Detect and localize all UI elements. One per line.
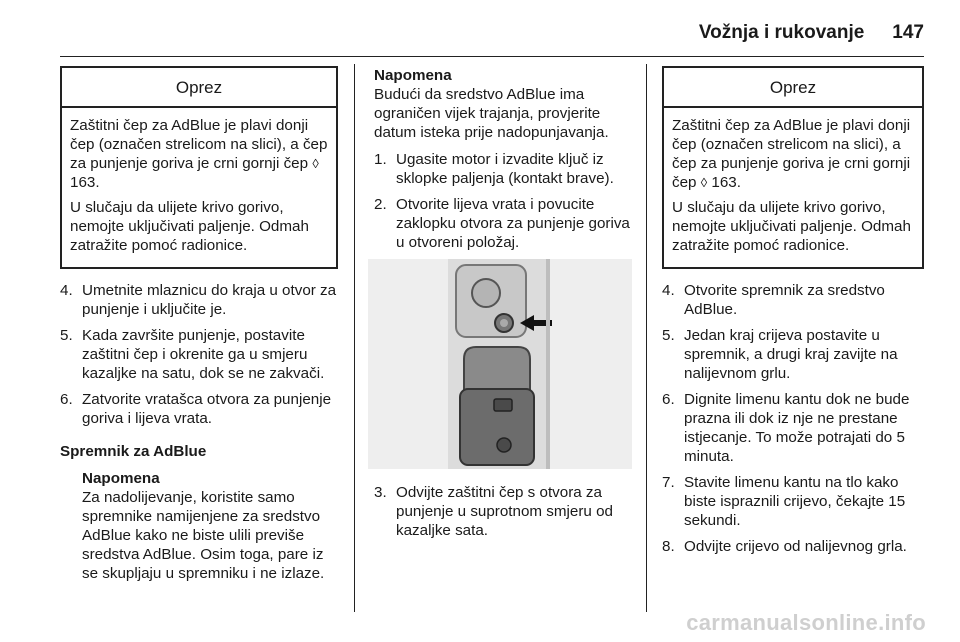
caution-title: Oprez	[664, 68, 922, 108]
note-text: Budući da sredstvo AdBlue ima ograničen vijek trajanja, provjerite datum isteka prije nadopunjavanja.	[374, 86, 609, 141]
caution-paragraph: Zaštitni čep za AdBlue je plavi donji čep (označen strelicom na slici), a čep za punjenje goriva je crni gornji čep ◊ 163.	[672, 117, 911, 191]
step-item: 5. Kada završite punjenje, postavite zaštitni čep i okrenite ga u smjeru kazaljke na satu, dok se ne zakvači.	[60, 327, 325, 382]
note-block	[60, 469, 338, 583]
page-reference-link[interactable]: 163.	[711, 174, 741, 191]
step-item: 1. Ugasite motor i izvadite ključ iz sklopke paljenja (kontakt brave).	[374, 151, 614, 187]
note-text: Za nadolijevanje, koristite samo spremnike namijenjene za sredstvo AdBlue kako ne biste ulili previše sredstva AdBlue. Osim toga, pare iz se skupljaju u spremniku i ne izlaze.	[82, 489, 325, 582]
step-item: 6. Zatvorite vratašca otvora za punjenje goriva i lijeva vrata.	[60, 391, 332, 427]
fuel-pump-icon	[494, 399, 512, 411]
steps-list	[60, 281, 338, 428]
caution-paragraph: Zaštitni čep za AdBlue je plavi donji čep (označen strelicom na slici), a čep za punjenje goriva je crni gornji čep ◊ 163.	[70, 117, 328, 191]
page-header	[699, 22, 924, 44]
note-title: Napomena	[374, 67, 452, 84]
step-item: 4. Umetnite mlaznicu do kraja u otvor za punjenje i uključite je.	[60, 282, 337, 318]
page-number: 147	[892, 22, 924, 43]
page-reference-icon: ◊	[700, 175, 708, 190]
caution-paragraph: U slučaju da ulijete krivo gorivo, nemojte uključivati paljenje. Odmah zatražite pomoć radionice.	[70, 199, 309, 254]
caution-body	[62, 108, 336, 267]
step-item: 5. Jedan kraj crijeva postavite u spremnik, a drugi kraj zavijte na nalijevnom grlu.	[662, 327, 898, 382]
caution-box-1	[60, 66, 338, 269]
step-item: 7. Stavite limenu kantu na tlo kako biste ispraznili crijevo, čekajte 15 sekundi.	[662, 474, 906, 529]
step-item: 8. Odvijte crijevo od nalijevnog grla.	[662, 538, 907, 555]
section-title: Spremnik za AdBlue	[60, 443, 207, 460]
filler-flap-drawing	[368, 259, 632, 469]
step-item: 6. Dignite limenu kantu dok ne bude prazna ili dok iz nje ne prestane istjecanje. To može potrajati do 5 minuta.	[662, 391, 910, 465]
column-1	[60, 66, 338, 583]
header-rule	[60, 56, 924, 57]
page-reference-icon: ◊	[312, 156, 319, 171]
watermark: carmanualsonline.info	[686, 610, 926, 635]
note-title: Napomena	[82, 470, 160, 487]
step-item: 4. Otvorite spremnik za sredstvo AdBlue.	[662, 282, 885, 318]
step-item: 3. Odvijte zaštitni čep s otvora za punjenje u suprotnom smjeru od kazaljke sata.	[374, 484, 613, 539]
caution-box-2	[662, 66, 924, 269]
column-2	[374, 66, 636, 547]
steps-list	[374, 483, 636, 540]
caution-paragraph: U slučaju da ulijete krivo gorivo, nemojte uključivati paljenje. Odmah zatražite pomoć radionice.	[672, 199, 911, 254]
chapter-title: Vožnja i rukovanje	[698, 22, 865, 43]
filler-cap-illustration	[368, 259, 632, 469]
column-divider-1	[354, 64, 355, 612]
page-reference-link[interactable]: 163.	[70, 174, 100, 191]
column-divider-2	[646, 64, 647, 612]
step-item: 2. Otvorite lijeva vrata i povucite zaklopku otvora za punjenje goriva u otvoreni položaj.	[374, 196, 630, 251]
steps-list	[374, 150, 636, 252]
caution-body	[664, 108, 922, 267]
column-3	[662, 66, 924, 563]
caution-title: Oprez	[62, 68, 336, 108]
steps-list	[662, 281, 924, 556]
